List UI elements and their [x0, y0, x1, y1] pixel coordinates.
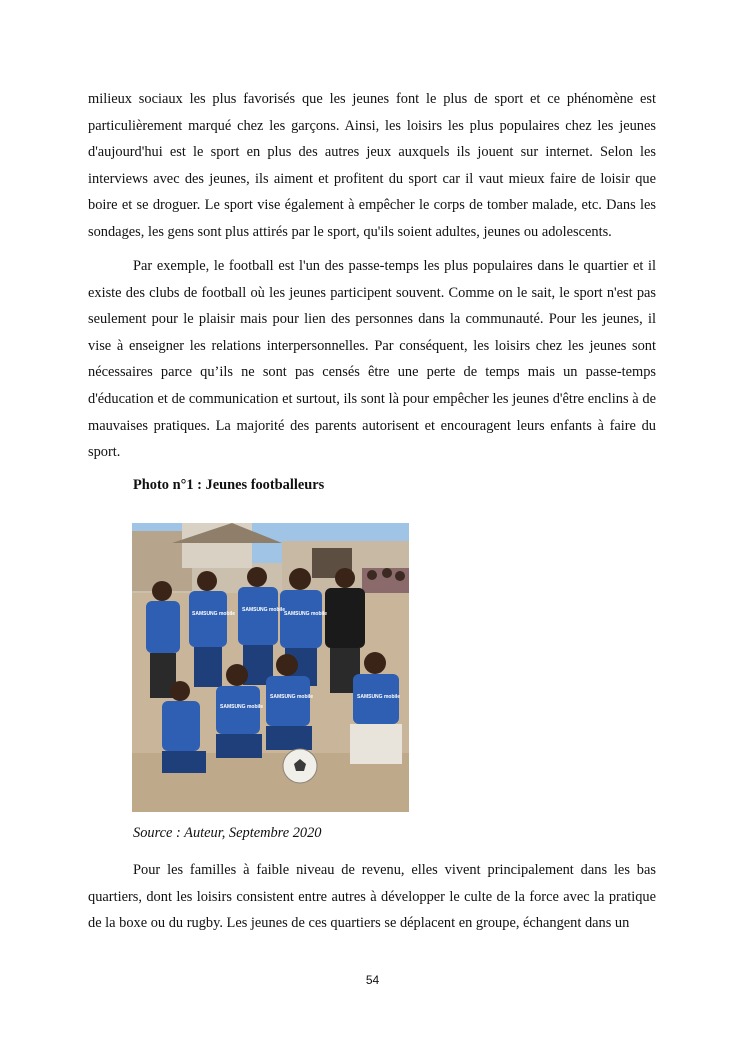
paragraph-2: Par exemple, le football est l'un des passe-temps les plus populaires dans le quartier et il existe des clubs de football où les jeunes participent souvent. Comme on le sait, le sport n'est pas seulement pour le plaisir mais pour lien des personnes dans la communauté. Pour les jeunes, il vise à enseigner les relations interpersonnelles. Par conséquent, les loisirs chez les jeunes sont nécessaires parce qu’ils ne sont pas censés être une perte de temps mais un passe-temps d'éducation et de communication et surtout, ils sont là pour empêcher les jeunes d'être enclins à de mauvaises pratiques. La majorité des parents autorisent et encouragent leurs enfants à faire du sport.	[88, 258, 656, 461]
figure-source: Source : Auteur, Septembre 2020	[133, 825, 322, 841]
paragraph-1: milieux sociaux les plus favorisés que les jeunes font le plus de sport et ce phénomène est particulièrement marqué chez les garçons. Ainsi, les loisirs les plus populaires chez les jeunes d'aujourd'hui est le sport en plus des autres jeux auxquels ils jouent sur internet. Selon les interviews avec des jeunes, ils aiment et profitent du sport car il vaut mieux faire de loisir que boire et se droguer. Le sport vise également à empêcher le corps de tomber malade, etc. Dans les sondages, les gens sont plus attirés par le sport, qu'ils soient adultes, jeunes ou adolescents.	[88, 91, 656, 240]
figure-caption: Photo n°1 : Jeunes footballeurs	[133, 477, 325, 493]
page-number: 54	[365, 973, 380, 987]
jersey-sponsor: SAMSUNG mobile	[192, 611, 236, 617]
football-team-photo	[132, 523, 409, 812]
jersey-sponsor: SAMSUNG mobile	[284, 611, 328, 617]
jersey-sponsor: SAMSUNG mobile	[220, 704, 264, 710]
paragraph-3: Pour les familles à faible niveau de revenu, elles vivent principalement dans les bas quartiers, dont les loisirs consistent entre autres à développer le culte de la force avec la pratique de la boxe ou du rugby. Les jeunes de ces quartiers se déplacent en groupe, échangent dans un	[88, 862, 656, 932]
jersey-sponsor: SAMSUNG mobile	[242, 607, 286, 613]
jersey-sponsor: SAMSUNG mobile	[357, 694, 401, 700]
jersey-sponsor: SAMSUNG mobile	[270, 694, 314, 700]
